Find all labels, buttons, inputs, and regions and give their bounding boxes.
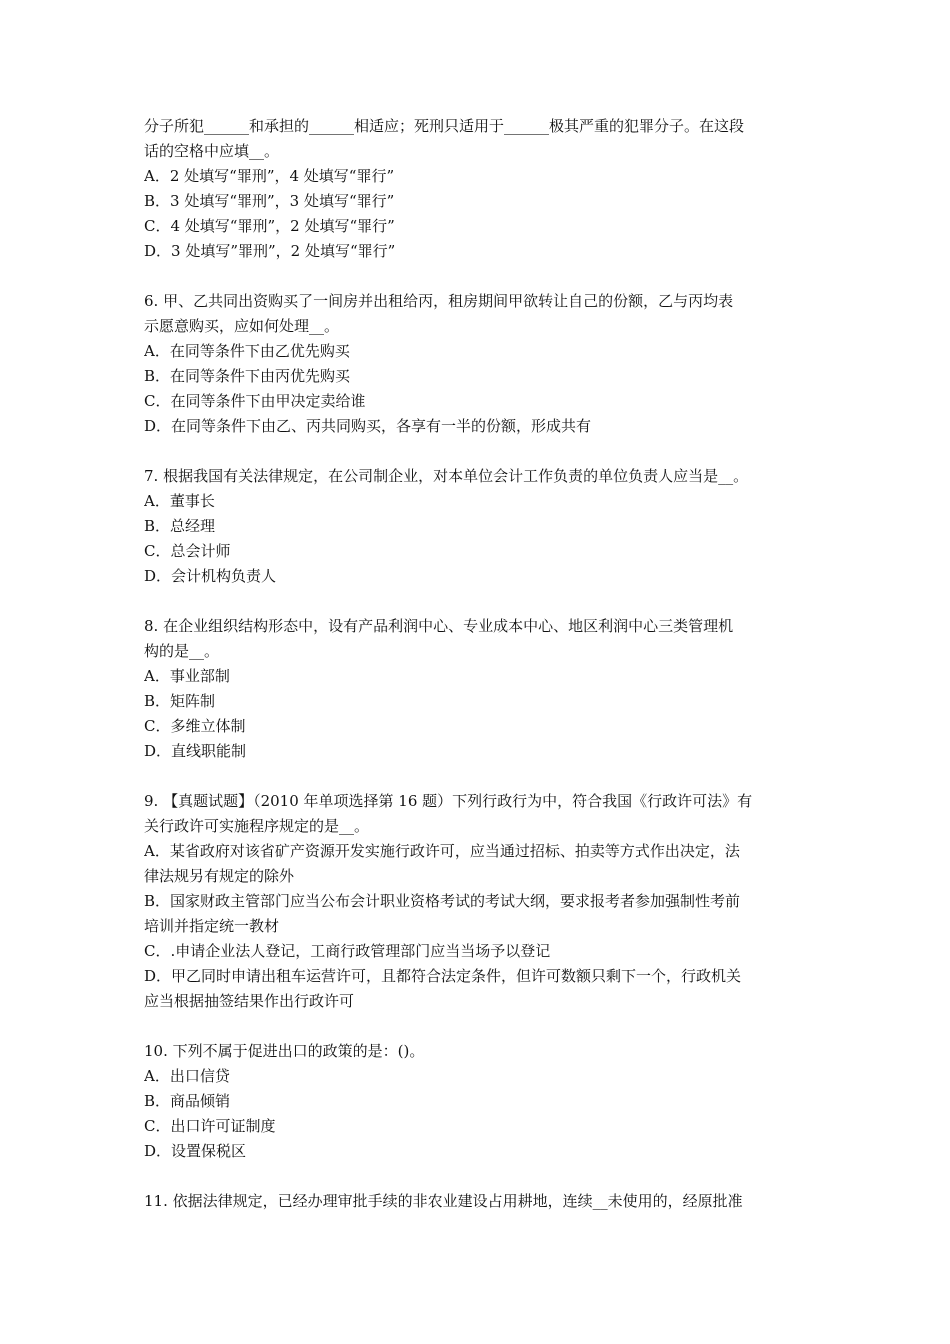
question-stem-line: 7. 根据我国有关法律规定，在公司制企业，对本单位会计工作负责的单位负责人应当是__。 — [144, 467, 749, 485]
question-6 — [144, 289, 810, 439]
spacer — [144, 439, 810, 464]
question-stem-line: 10. 下列不属于促进出口的政策的是：()。 — [144, 1042, 425, 1060]
option-b: B．国家财政主管部门应当公布会计职业资格考试的考试大纲，要求报考者参加强制性考前 — [144, 892, 741, 910]
option-c: C．多维立体制 — [144, 717, 246, 735]
option-d: D．3 处填写”罪刑”，2 处填写“罪行” — [144, 242, 396, 260]
option-b: B．矩阵制 — [144, 692, 216, 710]
question-stem-line: 8. 在企业组织结构形态中，设有产品利润中心、专业成本中心、地区利润中心三类管理机 — [144, 617, 734, 635]
question-9 — [144, 789, 810, 1014]
spacer — [144, 1014, 810, 1039]
spacer — [144, 764, 810, 789]
option-a: A．2 处填写“罪刑”，4 处填写“罪行” — [144, 167, 395, 185]
spacer — [144, 1164, 810, 1189]
question-stem-line: 话的空格中应填__。 — [144, 142, 280, 160]
option-b: B．3 处填写“罪刑”，3 处填写“罪行” — [144, 192, 395, 210]
question-10 — [144, 1039, 810, 1164]
question-7 — [144, 464, 810, 589]
spacer — [144, 589, 810, 614]
option-d: D．会计机构负责人 — [144, 567, 277, 585]
option-b: B．在同等条件下由丙优先购买 — [144, 367, 351, 385]
option-b-continued: 培训并指定统一教材 — [144, 917, 280, 935]
question-stem-line: 6. 甲、乙共同出资购买了一间房并出租给丙，租房期间甲欲转让自己的份额，乙与丙均表 — [144, 292, 734, 310]
option-a: A．事业部制 — [144, 667, 230, 685]
option-a: A．在同等条件下由乙优先购买 — [144, 342, 350, 360]
question-stem-line: 构的是__。 — [144, 642, 220, 660]
option-b: B．商品倾销 — [144, 1092, 231, 1110]
option-a: A．出口信贷 — [144, 1067, 230, 1085]
question-5 — [144, 114, 810, 264]
option-b: B．总经理 — [144, 517, 216, 535]
option-d: D．设置保税区 — [144, 1142, 247, 1160]
option-a: A．董事长 — [144, 492, 215, 510]
question-stem-line: 11. 依据法律规定，已经办理审批手续的非农业建设占用耕地，连续__未使用的，经原批准 — [144, 1192, 743, 1210]
question-stem-line: 关行政许可实施程序规定的是__。 — [144, 817, 370, 835]
question-stem-line: 9. 【真题试题】（2010 年单项选择第 16 题）下列行政行为中，符合我国《行政许可法》有 — [144, 792, 753, 810]
question-stem-line: 分子所犯______和承担的______相适应；死刑只适用于______极其严重的犯罪分子。在这段 — [144, 117, 745, 135]
option-c: C．总会计师 — [144, 542, 231, 560]
option-d-continued: 应当根据抽签结果作出行政许可 — [144, 992, 355, 1010]
option-a-continued: 律法规另有规定的除外 — [144, 867, 295, 885]
question-stem-line: 示愿意购买，应如何处理__。 — [144, 317, 340, 335]
option-a: A．某省政府对该省矿产资源开发实施行政许可，应当通过招标、拍卖等方式作出决定，法 — [144, 842, 740, 860]
question-11 — [144, 1189, 810, 1214]
option-d: D．直线职能制 — [144, 742, 247, 760]
option-c: C．出口许可证制度 — [144, 1117, 276, 1135]
option-c: C．4 处填写“罪刑”，2 处填写“罪行” — [144, 217, 395, 235]
document-page — [144, 114, 810, 1214]
question-8 — [144, 614, 810, 764]
option-c: C．在同等条件下由甲决定卖给谁 — [144, 392, 366, 410]
spacer — [144, 264, 810, 289]
option-c: C．.申请企业法人登记，工商行政管理部门应当当场予以登记 — [144, 942, 551, 960]
option-d: D．甲乙同时申请出租车运营许可，且都符合法定条件，但许可数额只剩下一个，行政机关 — [144, 967, 742, 985]
option-d: D．在同等条件下由乙、丙共同购买，各享有一半的份额，形成共有 — [144, 417, 592, 435]
